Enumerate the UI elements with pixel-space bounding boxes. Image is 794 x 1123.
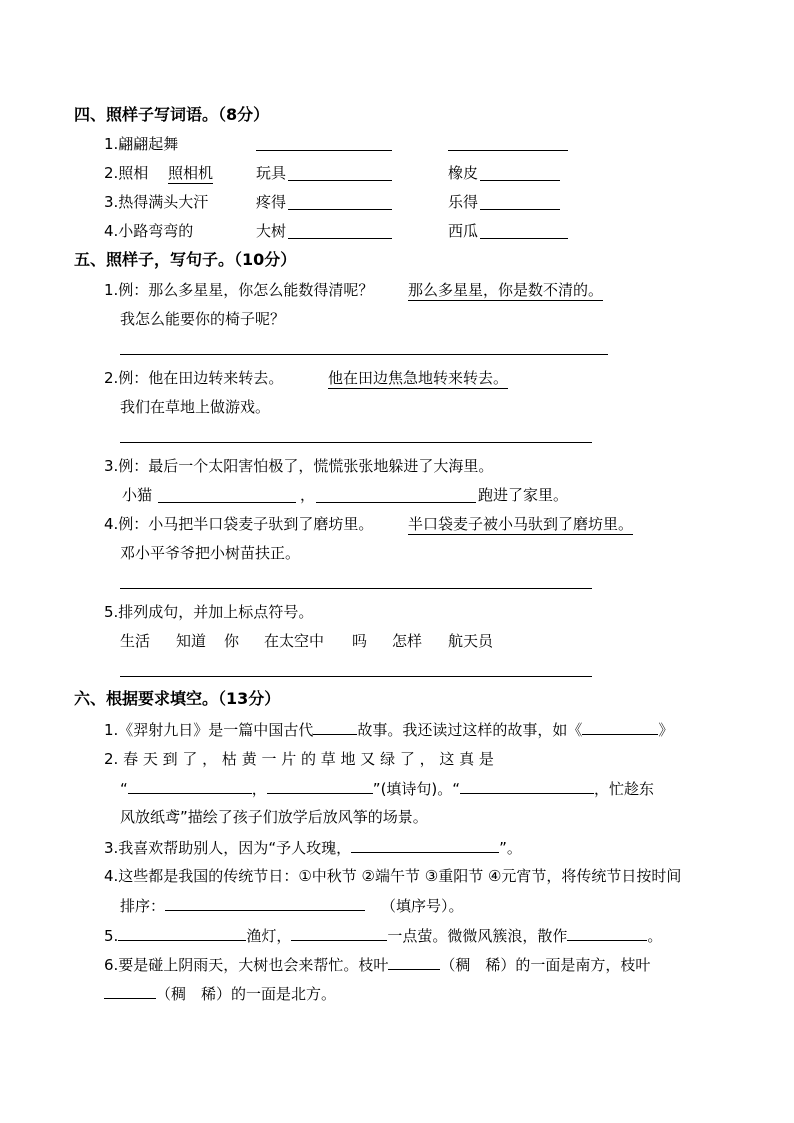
s5-q4-answer: 半口袋麦子被小马驮到了磨坊里。 xyxy=(408,515,634,533)
s6-q5-blank-3[interactable] xyxy=(567,925,647,941)
s4-item-3-blank-b[interactable] xyxy=(288,209,392,210)
s6-q2-open-quote: “ xyxy=(120,780,128,798)
s6-q4-blank[interactable] xyxy=(165,895,365,911)
s6-q3-part-a: 3.我喜欢帮助别人，因为“予人玫瑰， xyxy=(104,839,352,857)
s4-item-4-word-c: 西瓜 xyxy=(448,222,479,240)
s6-q1-text xyxy=(104,719,673,740)
s5-q3-example: 3.例：最后一个太阳害怕极了，慌慌张张地躲进了大海里。 xyxy=(104,457,494,475)
s4-item-1-blank-2[interactable] xyxy=(448,150,568,151)
s6-q1-part-c: 》 xyxy=(658,721,674,739)
s5-q1-task: 我怎么能要你的椅子呢？ xyxy=(120,310,286,328)
s5-q5-word: 吗 xyxy=(352,632,368,650)
s4-item-2-answer: 照相机 xyxy=(168,164,214,182)
s4-item-4-word-b: 大树 xyxy=(256,222,287,240)
s6-q2-line-3: 风放纸鸢”描绘了孩子们放学后放风筝的场景。 xyxy=(120,808,428,826)
s5-q1-answer-line[interactable] xyxy=(120,354,608,355)
s6-q6-part-c: （稠 稀）的一面是北方。 xyxy=(156,985,337,1003)
s5-q3-suffix: 跑进了家里。 xyxy=(478,486,569,504)
s4-item-3-word-b: 疼得 xyxy=(256,193,287,211)
s4-item-4-blank-c[interactable] xyxy=(480,238,568,239)
s6-q5-part-c: 一点萤。微微风簇浪，散作 xyxy=(387,927,568,945)
s4-item-1-blank-1[interactable] xyxy=(256,150,392,151)
section-5-heading: 五、照样子，写句子。（10分） xyxy=(74,250,297,269)
s4-item-2-example: 2.照相 xyxy=(104,164,149,182)
s4-item-2-word-c: 橡皮 xyxy=(448,164,479,182)
s5-q5-word: 你 xyxy=(224,632,240,650)
s5-q3-comma: ， xyxy=(300,486,316,504)
s6-q6-line-1 xyxy=(104,954,650,975)
section-6-heading: 六、根据要求填空。（13分） xyxy=(74,689,281,708)
s5-q5-title: 5.排列成句，并加上标点符号。 xyxy=(104,603,314,621)
s5-q2-example: 2.例：他在田边转来转去。 xyxy=(104,369,284,387)
s6-q5-part-b: 渔灯， xyxy=(246,927,292,945)
s6-q6-part-a: 6.要是碰上阴雨天，大树也会来帮忙。枝叶 xyxy=(104,956,389,974)
s4-item-4-blank-b[interactable] xyxy=(288,238,392,239)
s5-q1-answer: 那么多星星，你是数不清的。 xyxy=(408,281,604,299)
s6-q6-blank-2[interactable] xyxy=(104,983,156,999)
s4-item-3-example: 3.热得满头大汗 xyxy=(104,193,209,211)
s5-q3-blank-2[interactable] xyxy=(316,502,476,503)
s6-q5-blank-2[interactable] xyxy=(291,925,387,941)
s6-q2-end-text: ，忙趁东 xyxy=(594,780,655,798)
s5-q5-answer-line[interactable] xyxy=(120,676,592,677)
s4-item-3-blank-c[interactable] xyxy=(480,209,560,210)
s6-q6-line-2 xyxy=(104,983,336,1004)
s5-q5-word: 在太空中 xyxy=(264,632,325,650)
s5-q2-answer-line[interactable] xyxy=(120,442,592,443)
s6-q1-part-b: 故事。我还读过这样的故事，如《 xyxy=(357,721,583,739)
s5-q1-example: 1.例：那么多星星，你怎么能数得清呢？ xyxy=(104,281,374,299)
s6-q6-blank-1[interactable] xyxy=(388,954,440,970)
s6-q2-blank-1[interactable] xyxy=(128,778,252,794)
s5-q5-word: 航天员 xyxy=(448,632,494,650)
s6-q2-comma: ， xyxy=(251,780,267,798)
s6-q5-part-d: 。 xyxy=(647,927,663,945)
s6-q3-part-b: ”。 xyxy=(499,839,522,857)
s5-q5-word: 怎样 xyxy=(392,632,423,650)
s6-q6-part-b: （稠 稀）的一面是南方，枝叶 xyxy=(440,956,651,974)
s4-item-4-example: 4.小路弯弯的 xyxy=(104,222,194,240)
s4-item-1-example: 1.翩翩起舞 xyxy=(104,135,179,153)
s6-q4-label: 排序： xyxy=(120,897,166,915)
s6-q2-line-2 xyxy=(120,778,654,799)
s6-q5-blank-1[interactable] xyxy=(118,925,246,941)
s4-item-2-word-b: 玩具 xyxy=(256,164,287,182)
s5-q2-answer: 他在田边焦急地转来转去。 xyxy=(328,369,509,387)
s5-q5-word: 知道 xyxy=(176,632,207,650)
s4-item-2-blank-b[interactable] xyxy=(288,180,392,181)
s6-q2-mid-text: ”(填诗句)。“ xyxy=(372,780,461,798)
s5-q5-word: 生活 xyxy=(120,632,151,650)
s6-q1-blank-1[interactable] xyxy=(313,719,357,735)
section-4-heading: 四、照样子写词语。（8分） xyxy=(74,105,270,124)
s5-q2-task: 我们在草地上做游戏。 xyxy=(120,398,271,416)
s4-item-2-blank-c[interactable] xyxy=(480,180,560,181)
s6-q1-part-a: 1.《羿射九日》是一篇中国古代 xyxy=(104,721,314,739)
s5-q3-prefix: 小猫 xyxy=(122,486,153,504)
s5-q4-task: 邓小平爷爷把小树苗扶正。 xyxy=(120,544,301,562)
s4-item-3-word-c: 乐得 xyxy=(448,193,479,211)
s6-q2-line-1: 2. 春 天 到 了 ， 枯 黄 一 片 的 草 地 又 绿 了 ， 这 真 是 xyxy=(104,750,494,768)
s6-q2-blank-3[interactable] xyxy=(460,778,594,794)
s5-q3-blank-1[interactable] xyxy=(158,502,296,503)
s5-q4-example: 4.例：小马把半口袋麦子驮到了磨坊里。 xyxy=(104,515,374,533)
s6-q4-note: （填序号）。 xyxy=(381,897,464,915)
s6-q3-blank[interactable] xyxy=(351,837,499,853)
s6-q4-line-1: 4.这些都是我国的传统节日：①中秋节 ②端午节 ③重阳节 ④元宵节，将传统节日按时间 xyxy=(104,867,682,885)
s6-q5-number: 5. xyxy=(104,927,119,945)
s6-q2-blank-2[interactable] xyxy=(267,778,373,794)
s5-q4-answer-line[interactable] xyxy=(120,588,592,589)
s6-q1-blank-2[interactable] xyxy=(582,719,658,735)
s6-q4-line-2 xyxy=(120,895,464,916)
s6-q5-text xyxy=(104,925,662,946)
s6-q3-text xyxy=(104,837,522,858)
